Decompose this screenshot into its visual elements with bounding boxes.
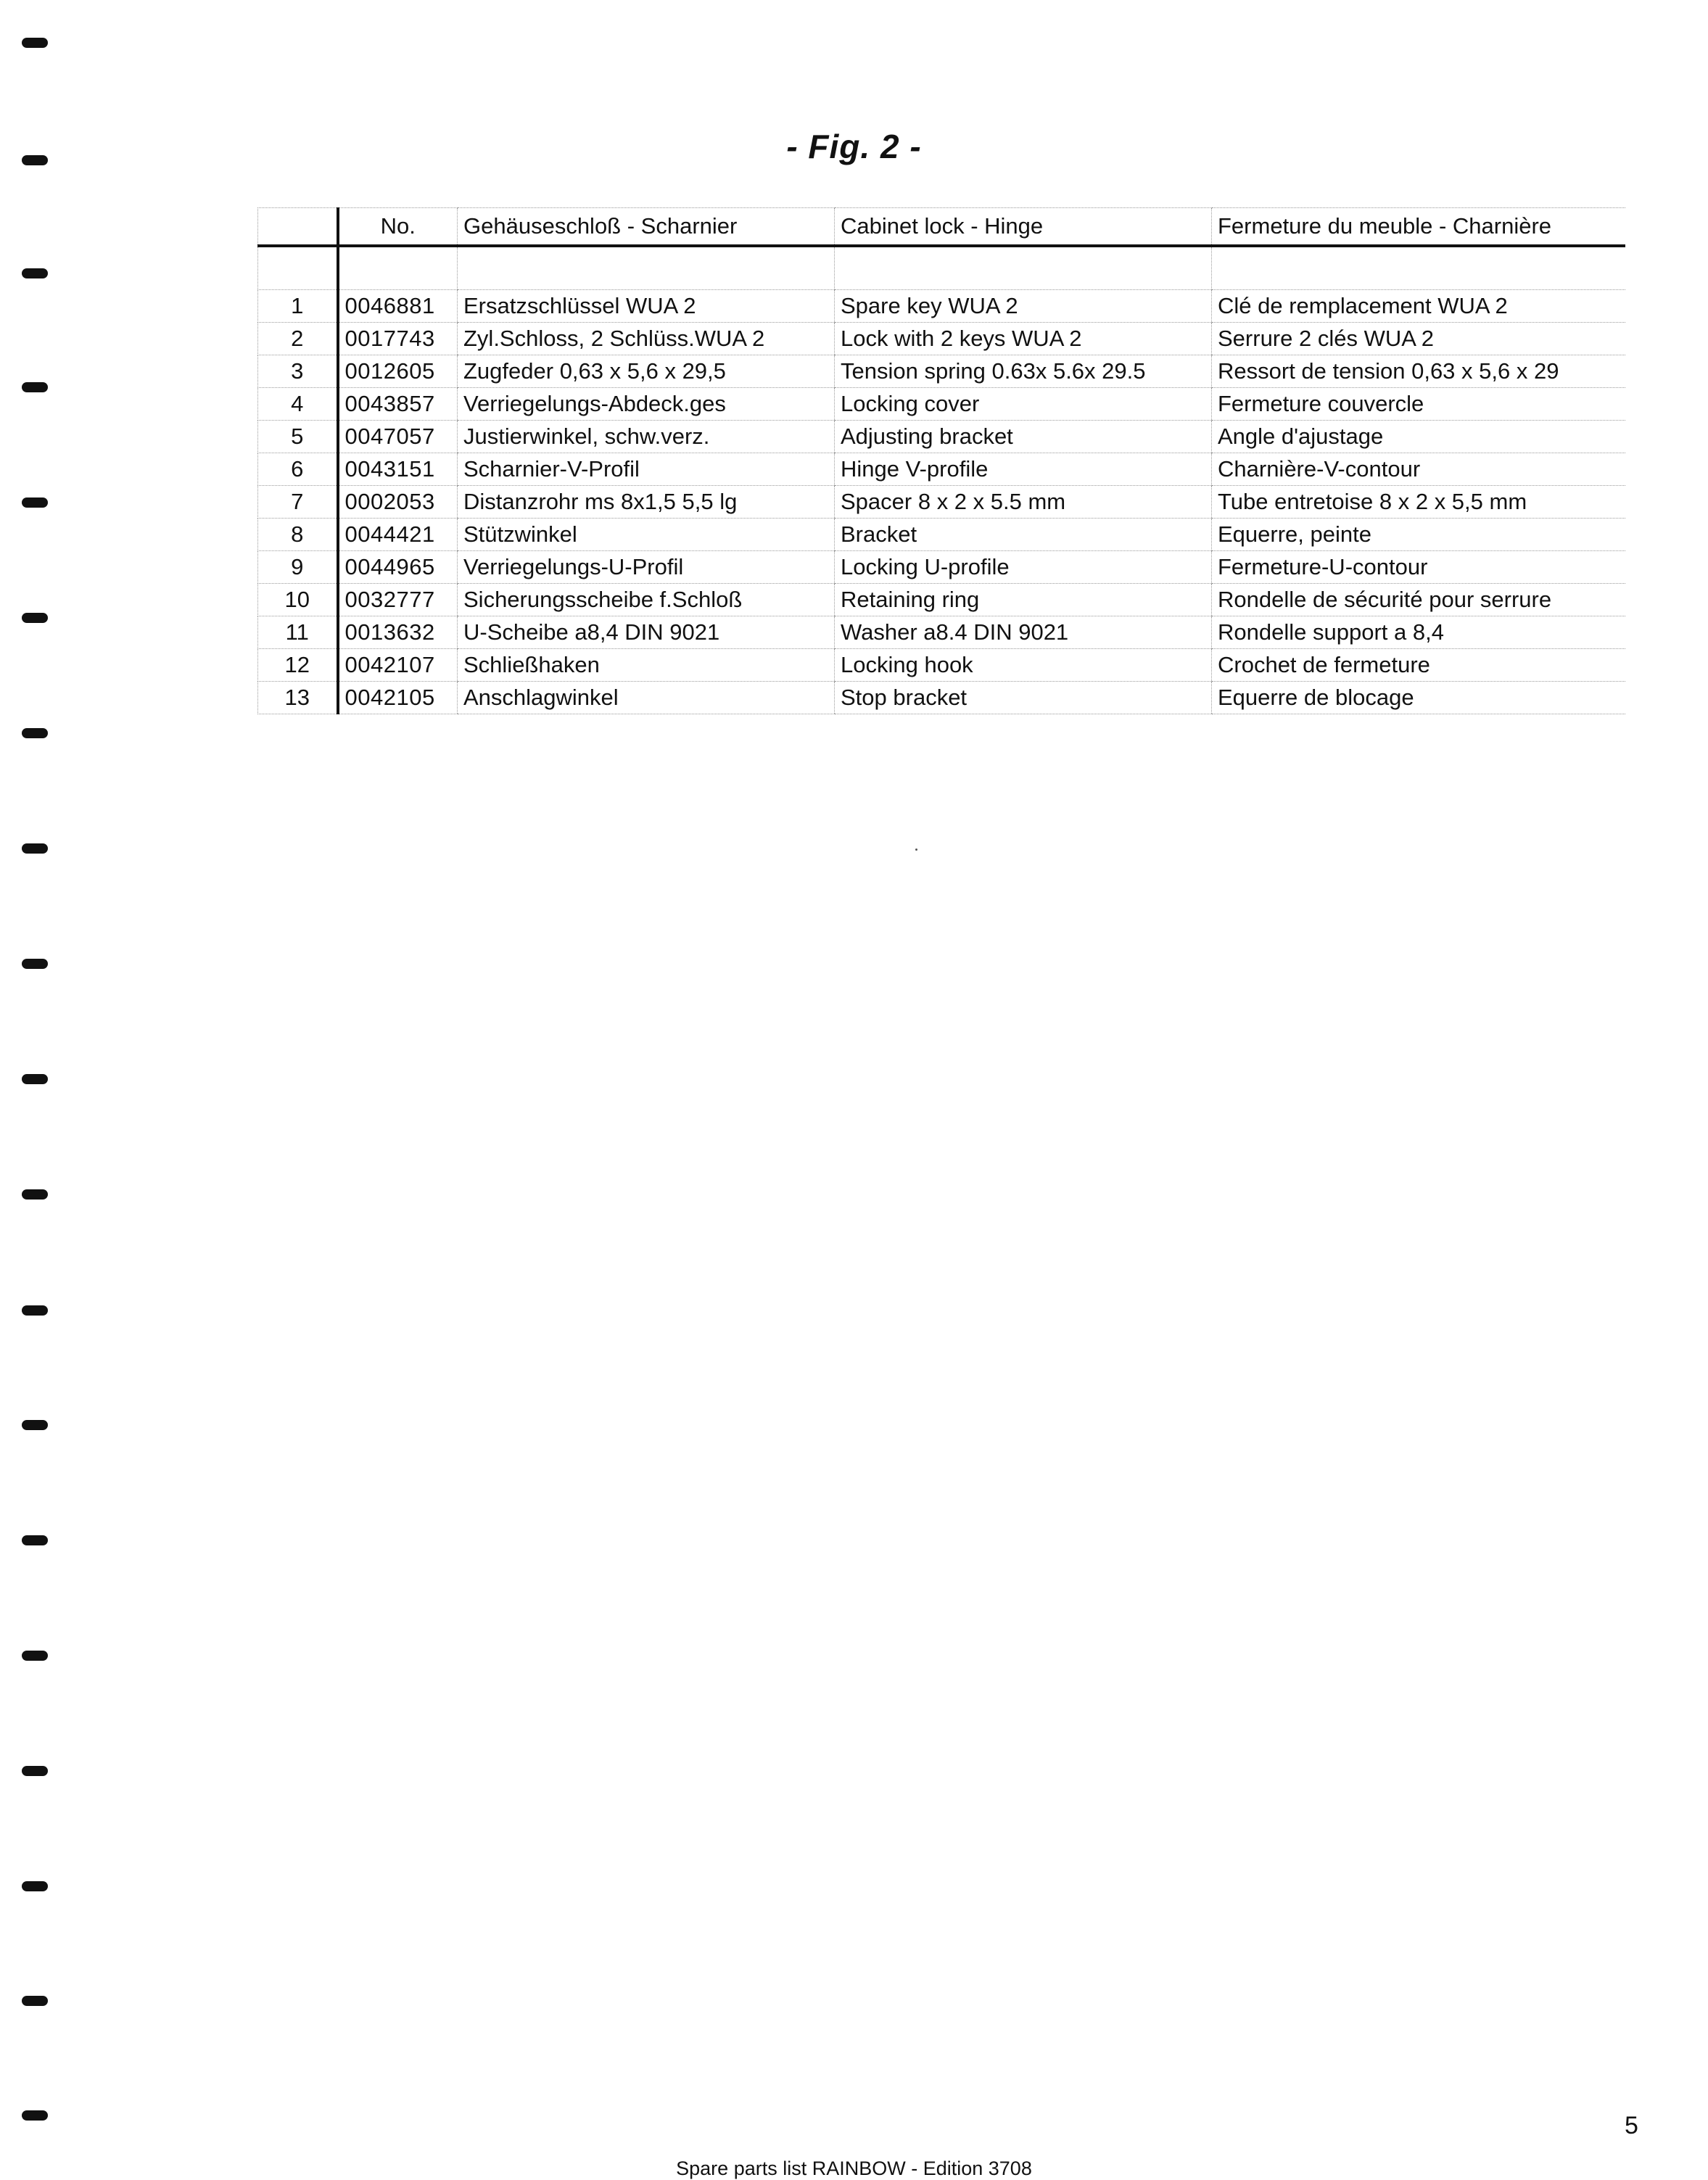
table-spacer-row: [258, 246, 1625, 290]
cell-part-number: 0044965: [338, 551, 458, 584]
table-row: [258, 453, 1625, 486]
cell-english-description: Lock with 2 keys WUA 2: [835, 323, 1212, 355]
table-row: [258, 551, 1625, 584]
cell-german-description: Anschlagwinkel: [458, 682, 835, 714]
cell-french-description: Rondelle de sécurité pour serrure: [1212, 584, 1625, 616]
cell-german-description: U-Scheibe a8,4 DIN 9021: [458, 616, 835, 649]
cell-french-description: Ressort de tension 0,63 x 5,6 x 29: [1212, 355, 1625, 388]
table-row: [258, 355, 1625, 388]
cell-german-description: Stützwinkel: [458, 519, 835, 551]
punch-mark: [22, 497, 48, 508]
table-row: [258, 616, 1625, 649]
cell-position: 4: [258, 388, 338, 421]
cell-german-description: Zyl.Schloss, 2 Schlüss.WUA 2: [458, 323, 835, 355]
header-position: [258, 208, 338, 247]
cell-english-description: Washer a8.4 DIN 9021: [835, 616, 1212, 649]
punch-mark: [22, 613, 48, 623]
cell-french-description: Tube entretoise 8 x 2 x 5,5 mm: [1212, 486, 1625, 519]
cell-part-number: 0012605: [338, 355, 458, 388]
punch-hole-marks: [0, 0, 65, 2176]
header-english: Cabinet lock - Hinge: [835, 208, 1212, 247]
cell-french-description: Crochet de fermeture: [1212, 649, 1625, 682]
cell-part-number: 0013632: [338, 616, 458, 649]
cell-part-number: 0046881: [338, 290, 458, 323]
table-row: [258, 682, 1625, 714]
punch-mark: [22, 382, 48, 392]
cell-position: 1: [258, 290, 338, 323]
cell-position: 3: [258, 355, 338, 388]
cell-french-description: Equerre, peinte: [1212, 519, 1625, 551]
cell-german-description: Scharnier-V-Profil: [458, 453, 835, 486]
header-french: Fermeture du meuble - Charnière: [1212, 208, 1625, 247]
cell-part-number: 0047057: [338, 421, 458, 453]
punch-mark: [22, 1766, 48, 1776]
punch-mark: [22, 1881, 48, 1891]
cell-part-number: 0044421: [338, 519, 458, 551]
cell-english-description: Retaining ring: [835, 584, 1212, 616]
header-number: No.: [338, 208, 458, 247]
spare-parts-table: [257, 207, 1625, 714]
table-row: [258, 290, 1625, 323]
punch-mark: [22, 1996, 48, 2006]
cell-french-description: Rondelle support a 8,4: [1212, 616, 1625, 649]
cell-french-description: Charnière-V-contour: [1212, 453, 1625, 486]
cell-part-number: 0002053: [338, 486, 458, 519]
cell-part-number: 0042105: [338, 682, 458, 714]
cell-german-description: Distanzrohr ms 8x1,5 5,5 lg: [458, 486, 835, 519]
page-footer: Spare parts list RAINBOW - Edition 3708: [676, 2158, 1032, 2179]
cell-french-description: Angle d'ajustage: [1212, 421, 1625, 453]
table-row: [258, 649, 1625, 682]
punch-mark: [22, 1189, 48, 1200]
cell-part-number: 0042107: [338, 649, 458, 682]
cell-part-number: 0043151: [338, 453, 458, 486]
table-row: [258, 421, 1625, 453]
cell-part-number: 0017743: [338, 323, 458, 355]
figure-title: - Fig. 2 -: [786, 128, 922, 165]
table-row: [258, 584, 1625, 616]
punch-mark: [22, 1074, 48, 1084]
cell-french-description: Serrure 2 clés WUA 2: [1212, 323, 1625, 355]
punch-mark: [22, 1305, 48, 1316]
cell-position: 11: [258, 616, 338, 649]
table-row: [258, 388, 1625, 421]
cell-position: 8: [258, 519, 338, 551]
table-row: [258, 323, 1625, 355]
punch-mark: [22, 38, 48, 48]
cell-english-description: Bracket: [835, 519, 1212, 551]
cell-german-description: Sicherungsscheibe f.Schloß: [458, 584, 835, 616]
cell-english-description: Tension spring 0.63x 5.6x 29.5: [835, 355, 1212, 388]
cell-english-description: Stop bracket: [835, 682, 1212, 714]
cell-french-description: Fermeture couvercle: [1212, 388, 1625, 421]
cell-position: 2: [258, 323, 338, 355]
cell-position: 10: [258, 584, 338, 616]
cell-english-description: Spacer 8 x 2 x 5.5 mm: [835, 486, 1212, 519]
table-body: [258, 246, 1625, 714]
cell-english-description: Adjusting bracket: [835, 421, 1212, 453]
cell-position: 12: [258, 649, 338, 682]
header-german: Gehäuseschloß - Scharnier: [458, 208, 835, 247]
cell-position: 7: [258, 486, 338, 519]
cell-position: 13: [258, 682, 338, 714]
punch-mark: [22, 1535, 48, 1545]
cell-french-description: Clé de remplacement WUA 2: [1212, 290, 1625, 323]
punch-mark: [22, 268, 48, 278]
punch-mark: [22, 1651, 48, 1661]
cell-french-description: Fermeture-U-contour: [1212, 551, 1625, 584]
cell-part-number: 0043857: [338, 388, 458, 421]
punch-mark: [22, 728, 48, 738]
cell-position: 6: [258, 453, 338, 486]
cell-position: 5: [258, 421, 338, 453]
cell-german-description: Justierwinkel, schw.verz.: [458, 421, 835, 453]
punch-mark: [22, 1420, 48, 1430]
cell-english-description: Hinge V-profile: [835, 453, 1212, 486]
punch-mark: [22, 843, 48, 854]
page-number: 5: [1625, 2112, 1638, 2139]
cell-position: 9: [258, 551, 338, 584]
cell-german-description: Zugfeder 0,63 x 5,6 x 29,5: [458, 355, 835, 388]
table-row: [258, 519, 1625, 551]
punch-mark: [22, 2110, 48, 2121]
scan-speck: [915, 849, 917, 851]
cell-german-description: Ersatzschlüssel WUA 2: [458, 290, 835, 323]
cell-english-description: Spare key WUA 2: [835, 290, 1212, 323]
table-row: [258, 486, 1625, 519]
cell-english-description: Locking hook: [835, 649, 1212, 682]
table-header-row: [258, 208, 1625, 247]
cell-english-description: Locking cover: [835, 388, 1212, 421]
cell-french-description: Equerre de blocage: [1212, 682, 1625, 714]
cell-english-description: Locking U-profile: [835, 551, 1212, 584]
cell-german-description: Verriegelungs-Abdeck.ges: [458, 388, 835, 421]
cell-german-description: Verriegelungs-U-Profil: [458, 551, 835, 584]
punch-mark: [22, 959, 48, 969]
cell-german-description: Schließhaken: [458, 649, 835, 682]
cell-part-number: 0032777: [338, 584, 458, 616]
